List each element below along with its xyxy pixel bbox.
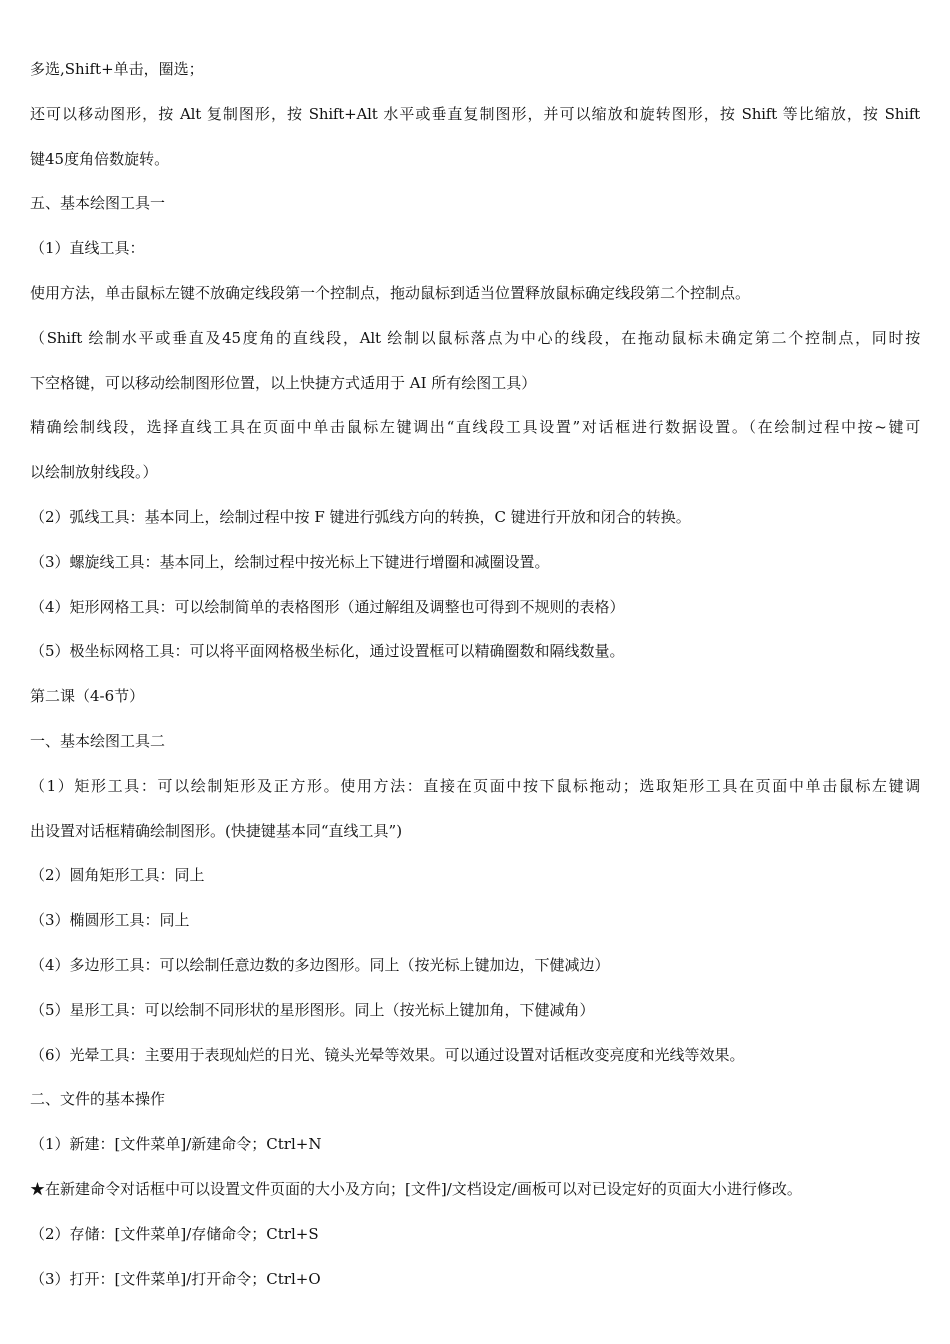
text-line: 以绘制放射线段。）	[30, 463, 158, 482]
section-heading: 五、基本绘图工具一	[30, 194, 166, 213]
section-heading: 一、基本绘图工具二	[30, 731, 166, 750]
text-line: 还可以移动图形，按 Alt 复制图形，按 Shift+Alt 水平或垂直复制图形，并可以缩放和旋转图形，按 Shift 等比缩放，按 Shift	[30, 104, 920, 123]
text-line: 精确绘制线段，选择直线工具在页面中单击鼠标左键调出“直线段工具设置”对话框进行数据设置。（在绘制过程中按~键可	[30, 418, 920, 437]
text-line: 使用方法，单击鼠标左键不放确定线段第一个控制点，拖动鼠标到适当位置释放鼠标确定线段第二个控制点。	[30, 283, 751, 302]
text-line: 键45度角倍数旋转。	[30, 149, 170, 168]
text-line: （4）矩形网格工具：可以绘制简单的表格图形（通过解组及调整也可得到不规则的表格）	[30, 597, 625, 616]
text-line: （1）矩形工具：可以绘制矩形及正方形。使用方法：直接在页面中按下鼠标拖动；选取矩形工具在页面中单击鼠标左键调	[30, 776, 920, 795]
text-line: （1）新建：[文件菜单]/新建命令；Ctrl+N	[30, 1135, 322, 1154]
text-line: （2）弧线工具：基本同上，绘制过程中按 F 键进行弧线方向的转换，C 键进行开放和闭合的转换。	[30, 507, 691, 526]
text-line: （5）星形工具：可以绘制不同形状的星形图形。同上（按光标上键加角，下健减角）	[30, 1000, 595, 1019]
text-line: （4）多边形工具：可以绘制任意边数的多边图形。同上（按光标上键加边，下健减边）	[30, 955, 610, 974]
text-line: （Shift 绘制水平或垂直及45度角的直线段，Alt 绘制以鼠标落点为中心的线段，在拖动鼠标未确定第二个控制点，同时按	[30, 328, 920, 347]
text-line: 下空格键，可以移动绘制图形位置，以上快捷方式适用于 AI 所有绘图工具）	[30, 373, 537, 392]
text-line: ★在新建命令对话框中可以设置文件页面的大小及方向；[文件]/文档设定/画板可以对已设定好的页面大小进行修改。	[30, 1179, 802, 1198]
text-line: （3）螺旋线工具：基本同上，绘制过程中按光标上下键进行增圈和减圈设置。	[30, 552, 550, 571]
text-line: （2）存储：[文件菜单]/存储命令；Ctrl+S	[30, 1224, 319, 1243]
subsection-heading: （1）直线工具：	[30, 239, 145, 258]
text-line: （5）极坐标网格工具：可以将平面网格极坐标化，通过设置框可以精确圈数和隔线数量。	[30, 642, 625, 661]
text-line: （6）光晕工具：主要用于表现灿烂的日光、镜头光晕等效果。可以通过设置对话框改变亮度和光线等效果。	[30, 1045, 745, 1064]
text-line: 多选,Shift+单击，圈选；	[30, 60, 204, 78]
lesson-heading: 第二课（4-6节）	[30, 687, 145, 706]
text-line: （3）打开：[文件菜单]/打开命令；Ctrl+O	[30, 1269, 321, 1288]
text-line: （2）圆角矩形工具：同上	[30, 866, 205, 885]
text-line: 出设置对话框精确绘制图形。(快捷键基本同“直线工具”)	[30, 821, 403, 840]
section-heading: 二、文件的基本操作	[30, 1090, 166, 1109]
text-line: （3）椭圆形工具：同上	[30, 911, 190, 930]
